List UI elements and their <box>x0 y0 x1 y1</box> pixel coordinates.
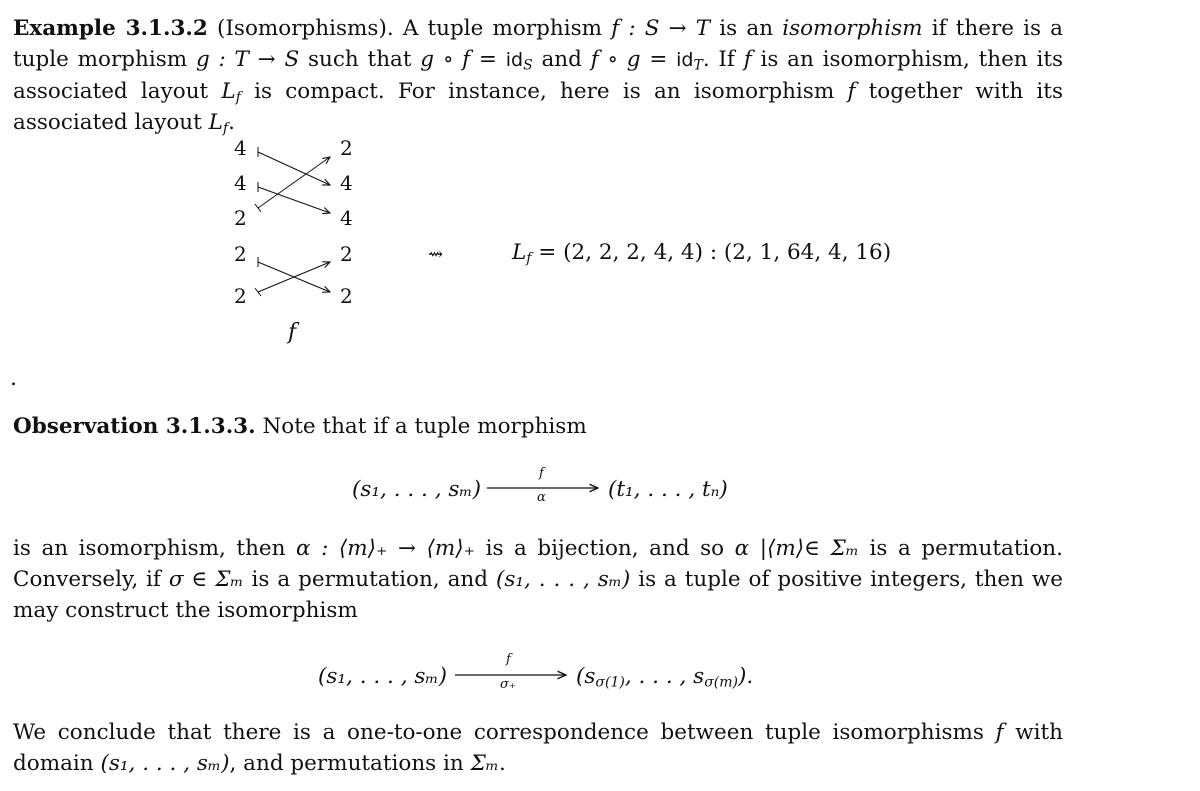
text-span: with domain <box>13 720 1063 776</box>
term-isomorphism: isomorphism <box>782 16 923 41</box>
text-span: if there is a tuple morphism <box>13 16 1063 72</box>
text-span: . <box>228 110 235 135</box>
math-sub: S <box>523 57 533 74</box>
text-span: is an <box>710 16 783 41</box>
eq2-source: (s₁, . . . , sₘ) <box>318 664 447 689</box>
math-tuple: (s₁, . . . , sₘ) <box>100 751 230 776</box>
math-sub: σ(m) <box>704 674 738 691</box>
eq2-label-top: f <box>506 652 511 667</box>
conclusion-paragraph <box>13 717 1063 779</box>
math-part: , . . . , s <box>624 664 705 689</box>
text-span: is an isomorphism, then <box>13 536 297 561</box>
eq1-target: (t₁, . . . , tₙ) <box>608 477 728 502</box>
arrow-5-to-4 <box>258 262 330 292</box>
left-entry-5: 2 <box>234 284 247 308</box>
arrow-4-to-5 <box>258 262 330 292</box>
text-span: together with its associated layout <box>13 79 1063 135</box>
text-span: and <box>532 47 591 72</box>
text-span: . <box>499 751 506 776</box>
left-entry-4: 2 <box>234 242 247 266</box>
math-sub: f <box>222 120 229 137</box>
text-span: is a permutation, and <box>243 567 496 592</box>
right-entry-5: 2 <box>340 284 353 308</box>
tick-3 <box>255 204 261 212</box>
math-L: L <box>512 240 527 265</box>
math-gof: g ∘ f = <box>420 47 506 72</box>
text-span: . If <box>702 47 744 72</box>
right-entry-3: 4 <box>340 206 353 230</box>
math-fog: f ∘ g = <box>590 47 677 72</box>
math-sub: T <box>693 57 703 74</box>
math-L: L <box>208 110 223 135</box>
right-entry-4: 2 <box>340 242 353 266</box>
text-span: Note that if a tuple morphism <box>255 414 587 439</box>
text-span: is a tuple of positive integers, then we may construct the isomorphism <box>13 567 1063 623</box>
eq2-target <box>576 664 753 689</box>
example-heading: Example 3.1.3.2 <box>13 16 208 41</box>
math-alpha-map: α : ⟨m⟩₊ → ⟨m⟩₊ <box>296 536 476 561</box>
math-id: id <box>676 49 694 71</box>
text-span: such that <box>299 47 421 72</box>
eq1-label-bottom: α <box>537 490 546 505</box>
observation-heading: Observation 3.1.3.3. <box>13 414 256 439</box>
text-span: is an isomorphism, then its associated layout <box>13 47 1063 104</box>
eq1-source: (s₁, . . . , sₘ) <box>352 477 481 502</box>
eq1-label-top: f <box>539 466 544 481</box>
diagram-label-f: f <box>288 320 297 345</box>
text-span: (Isomorphisms). A tuple morphism <box>207 16 612 41</box>
text-span: , and permutations in <box>229 751 471 776</box>
math-f: f <box>995 720 1004 745</box>
math-f: f <box>743 47 752 72</box>
math-f-signature: f : S → T <box>611 16 711 41</box>
left-entry-3: 2 <box>234 206 247 230</box>
left-entry-2: 4 <box>234 171 247 195</box>
right-entry-2: 4 <box>340 171 353 195</box>
observation-paragraph <box>13 411 1063 442</box>
math-part: ). <box>737 664 754 689</box>
math-sigma: Σₘ <box>470 751 499 776</box>
math-g-signature: g : T → S <box>195 47 300 72</box>
layout-result <box>512 240 891 265</box>
math-restriction: α |⟨m⟩∈ Σₘ <box>734 536 859 561</box>
math-tuple: (s₁, . . . , sₘ) <box>495 567 631 592</box>
right-entry-1: 2 <box>340 136 353 160</box>
text-span: We conclude that there is a one-to-one correspondence between tuple isomorphisms <box>13 720 996 745</box>
text-span: is a bijection, and so <box>475 536 735 561</box>
arrow-1-to-2 <box>258 152 330 185</box>
math-L: L <box>221 79 236 104</box>
math-sub: f <box>235 89 241 106</box>
example-paragraph <box>13 13 1063 138</box>
math-sub: σ(1) <box>595 674 625 691</box>
stray-dot: . <box>10 366 17 391</box>
arrow-3-to-1 <box>258 157 330 208</box>
math-sigma: σ ∈ Σₘ <box>168 567 244 592</box>
text-span: is compact. For instance, here is an isomorphism <box>240 79 848 104</box>
arrow-2-to-3 <box>258 187 330 213</box>
left-entry-1: 4 <box>234 136 247 160</box>
layout-value: = (2, 2, 2, 4, 4) : (2, 1, 64, 4, 16) <box>531 240 892 265</box>
math-f: f <box>847 79 856 104</box>
text-span: is a permutation. Conversely, if <box>13 536 1063 592</box>
eq2-label-bottom: σ₊ <box>500 677 516 692</box>
math-sub: f <box>526 250 532 267</box>
leads-to-arrow: ⇝ <box>428 244 444 265</box>
math-id: id <box>505 49 524 71</box>
tick-5 <box>255 288 261 296</box>
paragraph-2 <box>13 533 1063 626</box>
math-part: (s <box>576 664 596 689</box>
